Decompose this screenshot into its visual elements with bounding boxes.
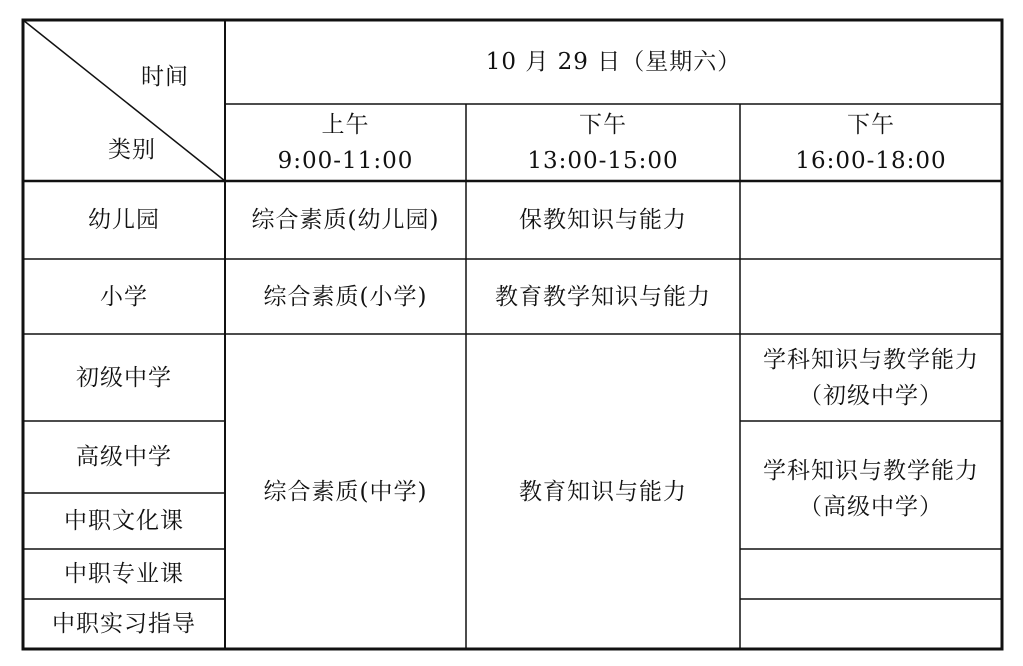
session-time: 13:00-15:00 [527,147,679,174]
session-period: 下午 [579,111,627,138]
session-header-afternoon-1 [466,104,740,181]
category-vocational-internship: 中职实习指导 [52,611,196,637]
category-vocational-professional: 中职专业课 [64,561,184,587]
corner-time-label: 时间 [141,64,189,90]
session-header-morning [225,104,466,181]
corner-category-label: 类别 [108,137,156,163]
session-period: 下午 [847,111,895,138]
date-header: 10 月 29 日（星期六） [485,49,742,75]
subject-senior-discipline [740,421,1002,549]
subject-line: （初级中学） [799,382,943,409]
category-senior-high: 高级中学 [76,444,172,470]
subject-secondary-education: 教育知识与能力 [519,478,687,505]
subject-line: （高级中学） [799,494,943,520]
category-kindergarten: 幼儿园 [88,207,160,233]
session-header-afternoon-2 [740,104,1002,181]
session-time: 9:00-11:00 [277,147,414,174]
subject-line: 学科知识与教学能力 [763,346,979,373]
subject-secondary-comprehensive: 综合素质(中学) [263,478,428,505]
subject-kindergarten-care-education: 保教知识与能力 [519,207,687,233]
session-period: 上午 [321,111,370,138]
subject-primary-comprehensive: 综合素质(小学) [263,283,428,310]
subject-primary-teaching: 教育教学知识与能力 [495,283,711,310]
category-vocational-culture: 中职文化课 [64,508,184,534]
category-primary: 小学 [100,283,148,310]
subject-line: 学科知识与教学能力 [763,458,979,484]
session-time: 16:00-18:00 [795,147,947,174]
category-junior-middle: 初级中学 [76,364,172,391]
subject-kindergarten-comprehensive: 综合素质(幼儿园) [251,207,440,233]
subject-junior-discipline [740,334,1002,421]
